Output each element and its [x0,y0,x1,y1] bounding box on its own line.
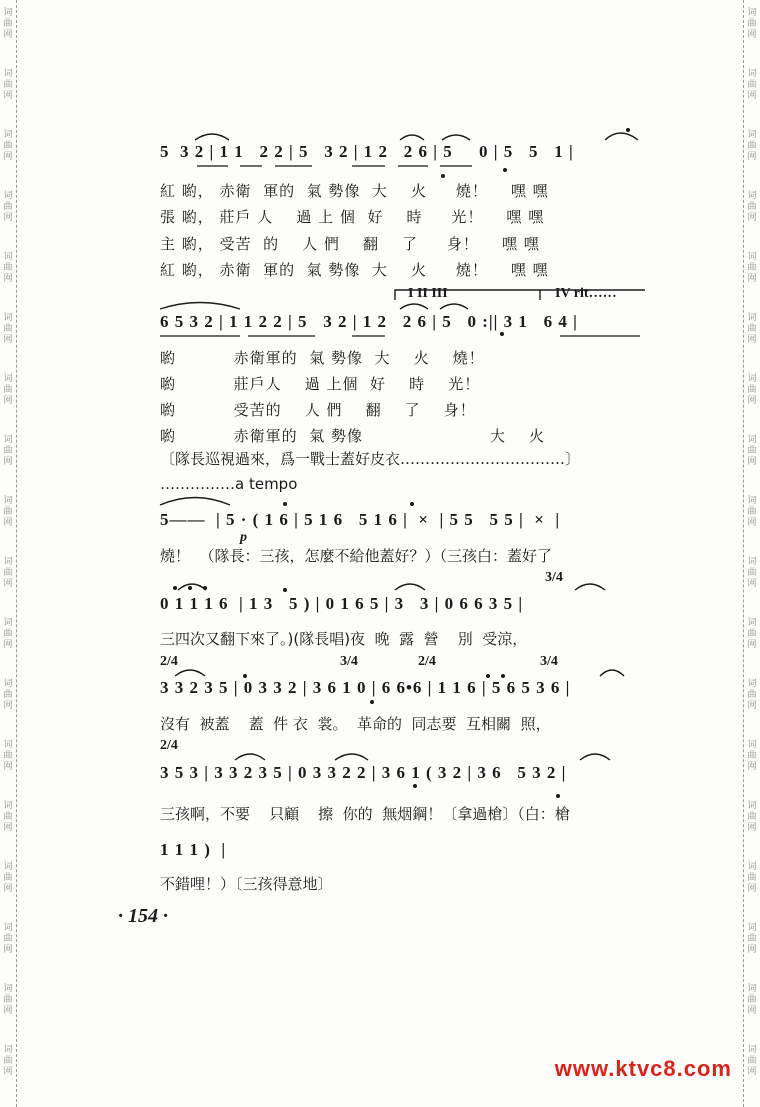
slur-line2-start [160,303,240,310]
lyrics-line-2-verse-2: 喲 莊戶人 過 上個 好 時 光！ [160,375,481,393]
site-watermark: www.ktvc8.com [554,1056,732,1081]
volta-label: I II III [408,286,448,301]
dot-3 [503,168,507,172]
volta-bracket [395,290,540,300]
watermark-block: 词 曲 网 [3,557,13,589]
dot-7 [173,586,177,590]
score-line-3-notes: 5—— | 5 · ( 1 6 | 5 1 6 5 1 6 | × | 5 5 5 5 | × | [160,510,561,529]
slur-12 [235,754,265,760]
watermark-block: 词 曲 网 [747,8,757,40]
watermark-block: 词 曲 网 [747,618,757,650]
watermark-block: 词 曲 网 [747,130,757,162]
watermark-block: 词 曲 网 [3,740,13,772]
watermark-block: 词 曲 网 [3,313,13,345]
lyrics-line-1-verse-4: 紅 喲， 赤衛 軍的 氣 勢像 大 火 燒！ 嘿 嘿 [160,261,549,279]
slur-6 [440,304,468,309]
time-signature-1: 3/4 [545,570,563,585]
dot-6 [410,502,414,506]
dynamic-marking: p [240,530,247,545]
time-signature-4: 2/4 [418,654,436,669]
watermark-block: 词 曲 网 [747,557,757,589]
watermark-block: 词 曲 网 [747,862,757,894]
time-signature-5: 3/4 [540,654,558,669]
stage-direction-1: 〔隊長巡視過來，爲一戰士蓋好皮衣……………………………〕 [160,450,581,468]
dot-1 [626,128,630,132]
lyrics-line-5: 沒有 被蓋 蓋 件 衣 裳。 革命的 同志要 互相關 照， [160,715,551,733]
score-line-6-notes: 3 5 3 | 3 3 2 3 5 | 0 3 3 2 2 | 3 6 1 ( 3 2 | 3 6 5 3 2 | [160,763,567,782]
watermark-block: 词 曲 网 [3,130,13,162]
watermark-block: 词 曲 网 [747,679,757,711]
slur-10 [175,670,205,676]
watermark-block: 词 曲 网 [747,496,757,528]
watermark-block: 词 曲 网 [747,1045,757,1077]
slur-4 [605,133,638,140]
watermark-block: 词 曲 网 [747,984,757,1016]
a-tempo-marking: ……………a tempo [160,475,298,493]
watermark-block: 词 曲 网 [3,496,13,528]
lyrics-line-6: 三孩啊，不要 只顧 擦 你的 無烟鋼！〔拿過槍〕（白：槍 [160,805,570,823]
dot-4 [500,332,504,336]
time-signature-6: 2/4 [160,738,178,753]
watermark-block: 词 曲 网 [3,1045,13,1077]
time-signature-2: 2/4 [160,654,178,669]
watermark-block: 词 曲 网 [747,801,757,833]
slur-11 [600,670,624,676]
score-line-7-notes: 1 1 1 ) | [160,840,227,859]
dot-12 [370,700,374,704]
lyrics-line-2-verse-3: 喲 受苦的 人 們 翻 了 身！ [160,401,476,419]
slur-8 [395,584,425,590]
slur-7 [178,584,206,590]
watermark-block: 词 曲 网 [747,435,757,467]
dot-5 [283,502,287,506]
dot-10 [283,588,287,592]
dot-15 [413,784,417,788]
dot-9 [203,586,207,590]
slur-14 [580,754,610,760]
slur-1 [195,134,229,140]
watermark-block: 词 曲 网 [747,69,757,101]
watermark-block: 词 曲 网 [3,252,13,284]
watermark-block: 词 曲 网 [3,679,13,711]
watermark-block: 词 曲 网 [3,862,13,894]
slur-3 [442,135,470,140]
watermark-block: 词 曲 网 [3,923,13,955]
watermark-block: 词 曲 网 [747,923,757,955]
dot-13 [486,674,490,678]
dot-2 [441,174,445,178]
dialogue-line-1: 燒！ （隊長：三孩，怎麼不給他蓋好？）（三孩白：蓋好了 [160,547,553,565]
slur-13 [335,754,368,760]
watermark-block: 词 曲 网 [3,435,13,467]
watermark-block: 词 曲 网 [3,191,13,223]
dot-8 [188,586,192,590]
slur-line3 [160,498,230,506]
watermark-block: 词 曲 网 [3,801,13,833]
dot-14 [501,674,505,678]
watermark-block: 词 曲 网 [3,984,13,1016]
dialogue-line-2: 不錯哩！）〔三孩得意地〕 [160,875,333,893]
watermark-block: 词 曲 网 [747,252,757,284]
lyrics-line-1-verse-1: 紅 喲， 赤衛 軍的 氣 勢像 大 火 燒！ 嘿 嘿 [160,182,549,200]
lyrics-line-1-verse-2: 張 喲， 莊戶 人 過 上 個 好 時 光！ 嘿 嘿 [160,208,545,226]
lyrics-line-2-verse-1: 喲 赤衛軍的 氣 勢像 大 火 燒！ [160,349,485,367]
watermark-block: 词 曲 网 [3,618,13,650]
watermark-block: 词 曲 网 [747,374,757,406]
slur-5 [400,304,428,309]
watermark-block: 词 曲 网 [3,374,13,406]
rit-bracket [540,290,645,300]
time-signature-3: 3/4 [340,654,358,669]
score-line-1-notes: 5 3 2 | 1 1 2 2 | 5 3 2 | 1 2 2 6 | 5 0 | 5 5 1 | [160,142,574,161]
dot-11 [243,674,247,678]
score-line-5-notes: 3 3 2 3 5 | 0 3 3 2 | 3 6 1 0 | 6 6•6 | 1 1 6 | 5 6 5 3 6 | [160,678,571,697]
slur-9 [575,584,605,590]
watermark-block: 词 曲 网 [747,191,757,223]
watermark-block: 词 曲 网 [3,8,13,40]
lyrics-line-1-verse-3: 主 喲， 受苦 的 人 們 翻 了 身！ 嘿 嘿 [160,235,540,253]
rit-label: IV rit…… [555,286,617,301]
lyrics-line-4: 三四次又翻下來了。)(隊長唱)夜 晚 露 營 別 受涼， [160,630,528,648]
watermark-block: 词 曲 网 [747,740,757,772]
score-line-2-notes: 6 5 3 2 | 1 1 2 2 | 5 3 2 | 1 2 2 6 | 5 0 :|| 3 1 6 4 | [160,312,578,331]
slur-2 [400,135,424,140]
watermark-block: 词 曲 网 [3,69,13,101]
lyrics-line-2-verse-4: 喲 赤衛軍的 氣 勢像 大 火 [160,427,545,445]
page-number: · 154 · [118,905,168,927]
watermark-block: 词 曲 网 [747,313,757,345]
dot-16 [556,794,560,798]
score-line-4-notes: 0 1 1 1 6 | 1 3 5 ) | 0 1 6 5 | 3 3 | 0 6 6 3 5 | [160,594,524,613]
